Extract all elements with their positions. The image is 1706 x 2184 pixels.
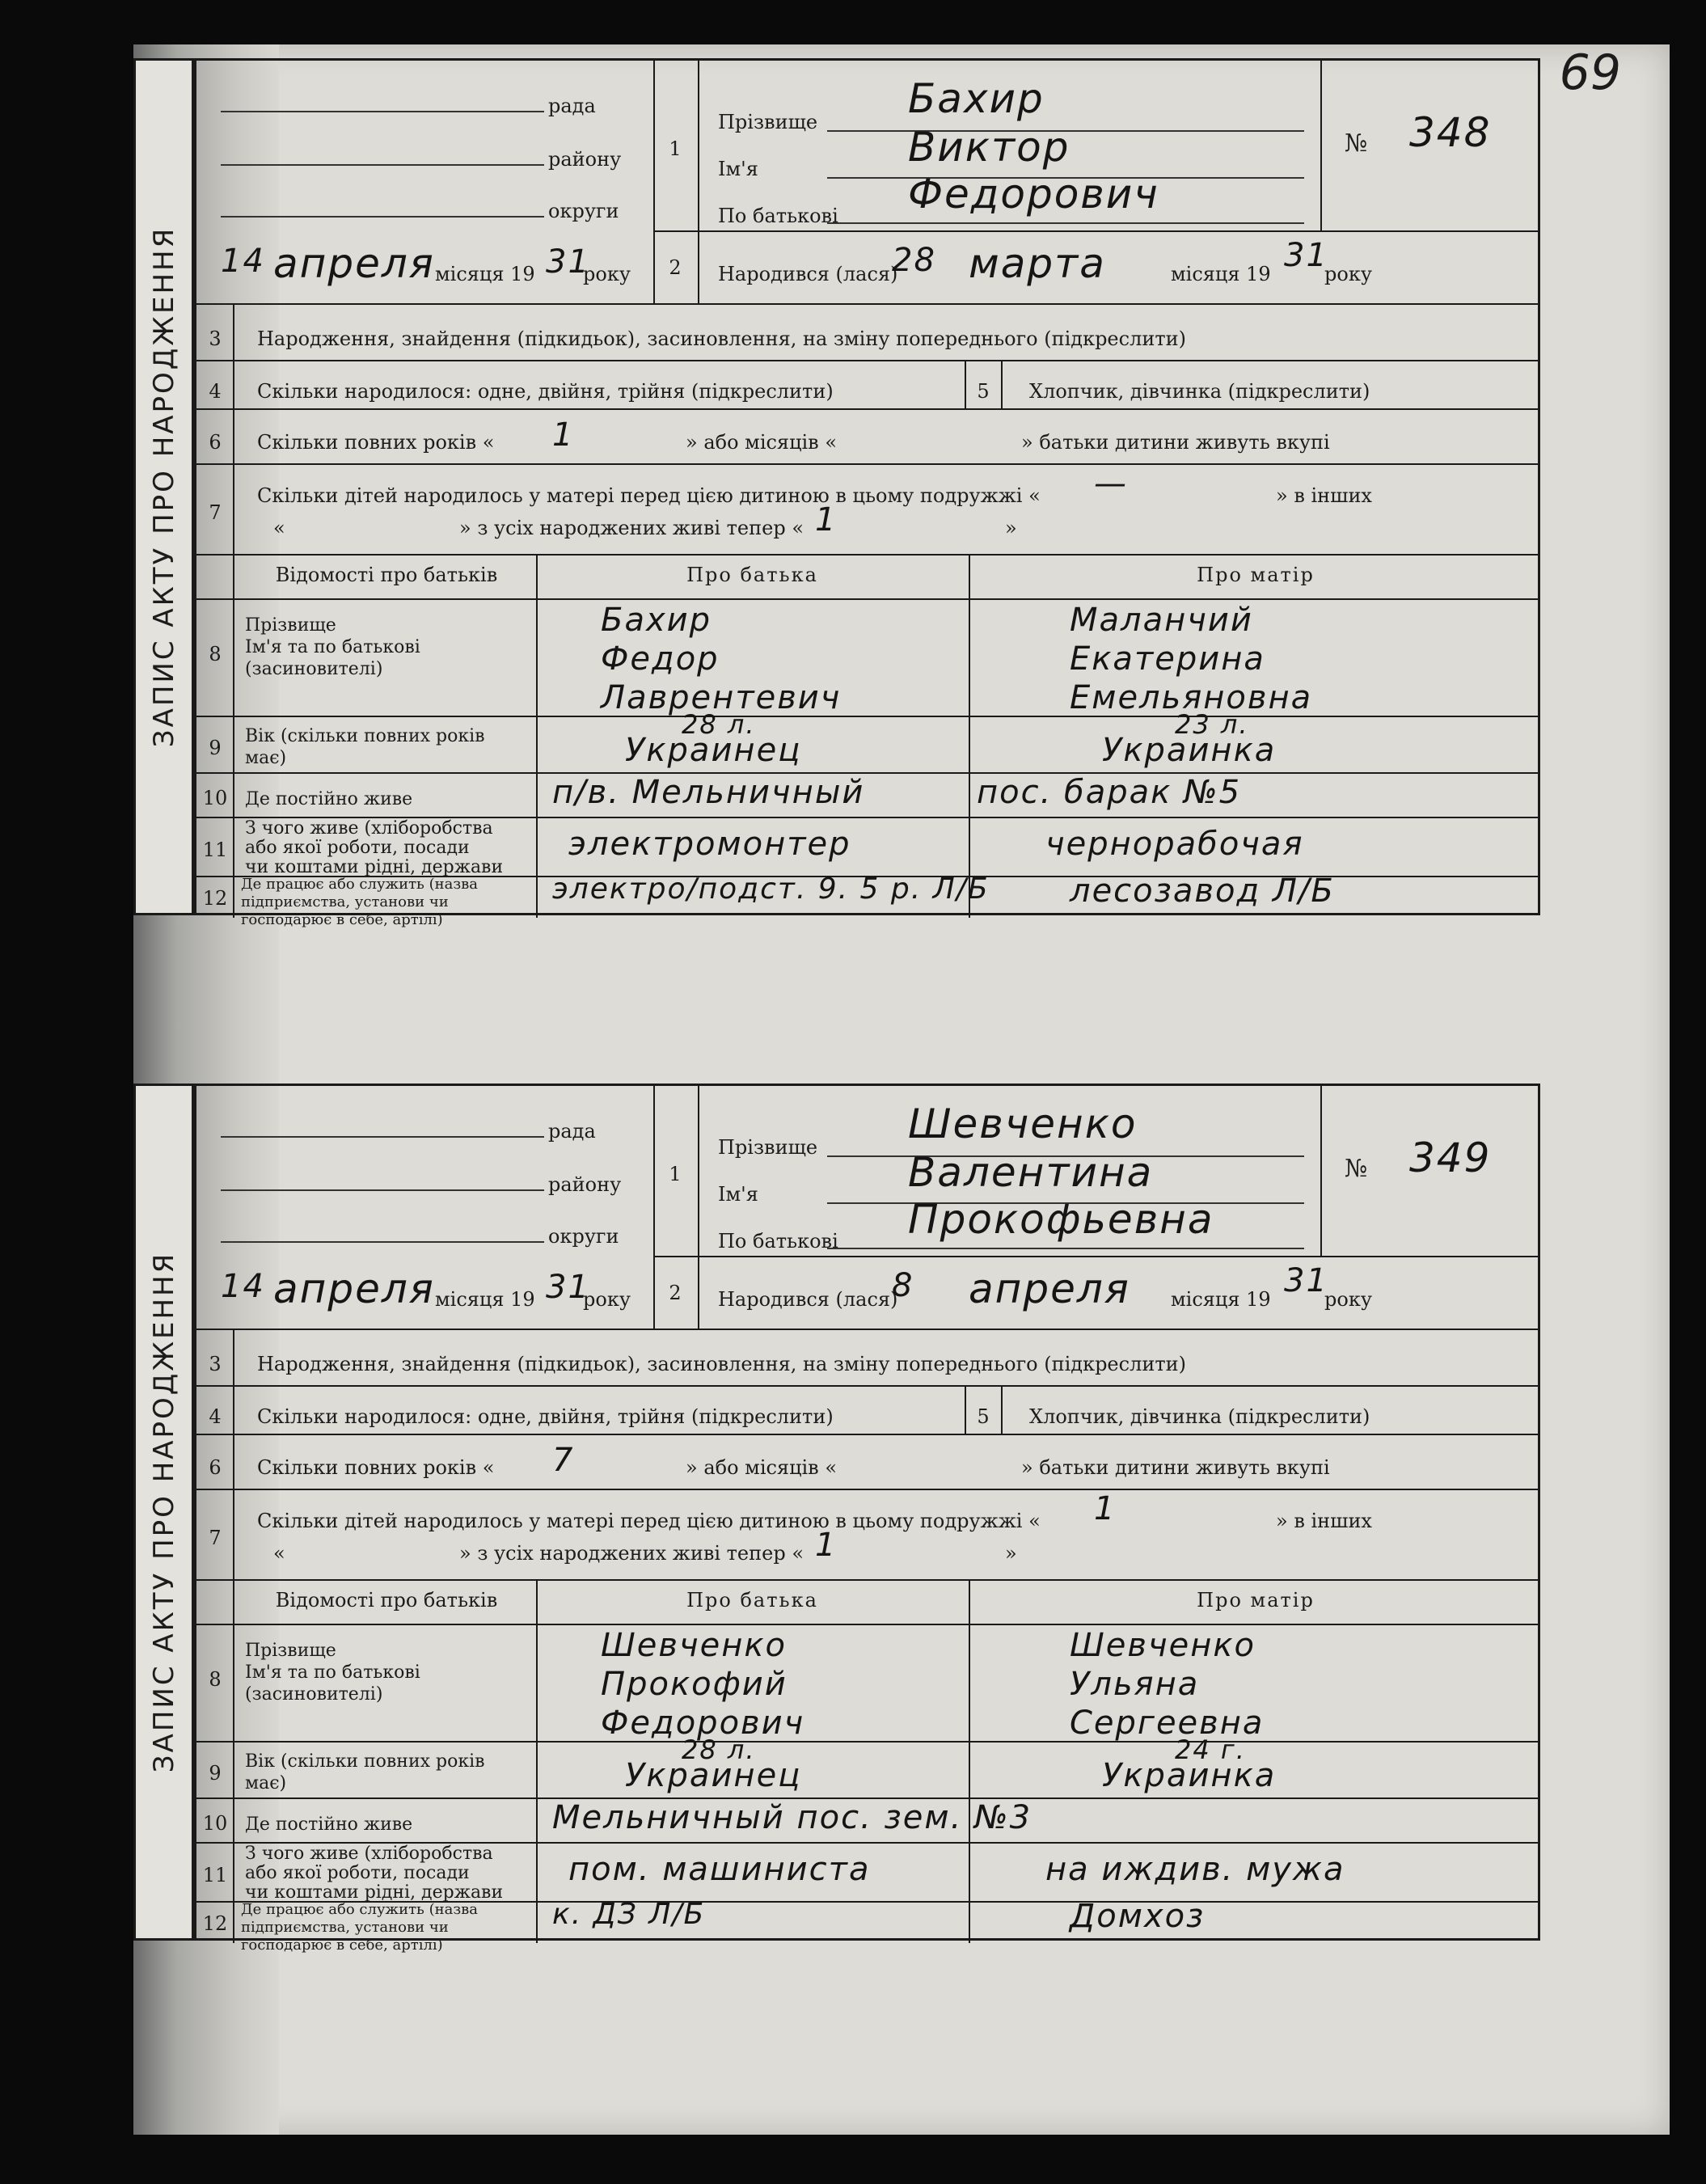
child-surname: Шевченко (908, 1100, 1138, 1147)
father-age: 28 л. (682, 1734, 756, 1765)
years-together: 1 (552, 416, 575, 454)
row12-label: Де працює або служить (назва підприємства, установи чи господарює в себе, артілі) (241, 1901, 479, 1954)
row12-label: Де працює або служить (назва підприємства, установи чи господарює в себе, артілі) (241, 876, 479, 928)
okrug-label: округи (548, 1225, 619, 1248)
mother-workplace: Домхоз (1070, 1898, 1206, 1935)
page-number: 69 (1559, 44, 1621, 101)
father-age: 28 л. (682, 709, 756, 740)
row9-label: Вік (скільки повних років має) (245, 726, 485, 768)
reg-year-suffix: року (583, 263, 631, 285)
surname-label: Прізвище (718, 1136, 818, 1159)
father-name: Шевченко Прокофий Федорович (601, 1627, 805, 1742)
mother-nationality: Украинка (1102, 1757, 1277, 1794)
row6-a: Скільки повних років « (257, 431, 495, 454)
birth-month-label: місяця 19 (1171, 263, 1271, 285)
mother-nationality: Украинка (1102, 732, 1277, 769)
surname-label: Прізвище (718, 111, 818, 133)
child-name: Виктор (908, 124, 1070, 171)
okrug-label: округи (548, 200, 619, 222)
reg-day: 14 (221, 243, 265, 280)
patronymic-label: По батькові (718, 205, 838, 227)
born-label: Народився (лася) (718, 263, 898, 285)
row6-c: » батьки дитини живуть вкупі (1021, 1456, 1330, 1479)
child-patronymic: Федорович (908, 171, 1159, 218)
mother-age: 23 л. (1175, 709, 1249, 740)
birth-year: 31 (1284, 237, 1328, 274)
number-sign: № (1345, 1155, 1368, 1183)
row3-text: Народження, знайдення (підкидьок), засиновлення, на зміну попереднього (підкреслити) (257, 327, 1186, 350)
father-nationality: Украинец (625, 732, 802, 769)
col-mother-header: Про матір (1197, 1589, 1315, 1612)
row7-a: Скільки дітей народилось у матері перед цією дитиною в цьому подружжі « (257, 1510, 1041, 1532)
row7-b: » в інших (1276, 1510, 1372, 1532)
father-occupation: электромонтер (568, 826, 851, 863)
child-name: Валентина (908, 1149, 1154, 1196)
row7-d: » з усіх народжених живі тепер « (459, 1542, 804, 1565)
rayon-label: району (548, 148, 622, 171)
birth-year-suffix: року (1324, 1288, 1372, 1311)
birth-year-suffix: року (1324, 263, 1372, 285)
birth-year: 31 (1284, 1262, 1328, 1299)
reg-year: 31 (546, 1269, 590, 1306)
side-title-box (133, 58, 194, 915)
rayon-label: району (548, 1173, 622, 1196)
father-occupation: пом. машиниста (568, 1851, 871, 1888)
father-workplace: электро/подст. 9. 5 р. Л/Б (552, 872, 990, 906)
mother-residence: пос. барак №5 (977, 774, 1242, 811)
row10-label: Де постійно живе (245, 1814, 413, 1835)
row9-label: Вік (скільки повних років має) (245, 1751, 485, 1793)
row7-c: « (273, 517, 285, 539)
birth-day: 8 (892, 1267, 914, 1304)
reg-month-label: місяця 19 (435, 263, 535, 285)
record-number: 348 (1409, 109, 1492, 156)
reg-year: 31 (546, 243, 590, 281)
name-label: Ім'я (718, 158, 758, 180)
reg-day: 14 (221, 1268, 265, 1305)
row7-e: » (1005, 517, 1017, 539)
side-title-box (133, 1084, 194, 1941)
row7-c: « (273, 1542, 285, 1565)
row3-text: Народження, знайдення (підкидьок), засиновлення, на зміну попереднього (підкреслити) (257, 1353, 1186, 1375)
mother-age: 24 г. (1175, 1734, 1246, 1765)
side-title: ЗАПИС АКТУ ПРО НАРОДЖЕННЯ (147, 226, 180, 748)
reg-month: апреля (273, 240, 435, 287)
rada-label: рада (548, 1120, 596, 1143)
mother-name: Шевченко Ульяна Сергеевна (1070, 1627, 1265, 1742)
birth-day: 28 (892, 242, 936, 279)
col-info-header: Відомості про батьків (275, 1589, 498, 1612)
record-number: 349 (1409, 1134, 1492, 1181)
row7-b: » в інших (1276, 484, 1372, 507)
father-residence: Мельничный пос. зем. №3 (552, 1799, 1032, 1836)
born-label: Народився (лася) (718, 1288, 898, 1311)
record-table: рада району округи 14 апреля місяця 19 31 року 1 2 Прізвище Шевченко Ім'я Валентина По батькові Прокофьевна Народився (лася) 8 апреля місяця 19 31 року № 349 3 Народження, знайдення (підкидьок), засиновлення, на зміну попереднього (підкреслити) 4 Скільки народилося: одне, двійня, трійня (підкреслити) 5 Хлопчик, дівчинка (підкреслити) 6 Скільки повних років « 7 » або місяців « » батьки дитини живуть вкупі 7 Скільки дітей народилось у матері перед цією дитиною в цьому подружжі « 1 » в інших « » з усіх народжених живі тепер « 1 » Відомості про батьків Про батька Про матір 8 Прізвище Ім'я та по батькові (засиновителі) Шевченко Прокофий Федорович Шевченко Ульяна Сергеевна 9 Вік (скільки повних років має) 28 л. Украинец 24 г. Украинка 10 Де постійно живе Мельничный пос. зем. №3 11 З чого живе (хліборобства або якої роботи, посади чи коштами рідні, держави пом. машиниста на иждив. мужа 12 Де працює або служить (назва підприємства, установи чи господарює в себе, артілі) к. ДЗ Л/Б Домхоз (194, 1084, 1540, 1941)
row5-text: Хлопчик, дівчинка (підкреслити) (1029, 1405, 1370, 1428)
children-before: 1 (1094, 1490, 1117, 1527)
record-table: рада району округи 14 апреля місяця 19 31 року 1 2 Прізвище Бахир Ім'я Виктор По батькові Федорович Народився (лася) 28 марта місяця 19 31 року № 348 3 Народження, знайдення (підкидьок), засиновлення, на зміну попереднього (підкреслити) 4 Скільки народилося: одне, двійня, трійня (підкреслити) 5 Хлопчик, дівчинка (підкреслити) 6 Скільки повних років « 1 » або місяців « » батьки дитини живуть вкупі 7 Скільки дітей народилось у матері перед цією дитиною в цьому подружжі « — » в інших « » з усіх народжених живі тепер « 1 » Відомості про батьків Про батька Про матір 8 Прізвище Ім'я та по батькові (засиновителі) Бахир Федор Лаврентевич Маланчий Екатерина Емельяновна 9 Вік (скільки повних років має) 28 л. Украинец 23 л. Украинка 10 Де постійно живе п/в. Мельничный пос. барак №5 11 З чого живе (хліборобства або якої роботи, посади чи коштами рідні, держави электромонтер чернорабочая 12 Де працює або служить (назва підприємства, установи чи господарює в себе, артілі) электро/подст. 9. 5 р. Л/Б лесозавод Л/Б (194, 58, 1540, 915)
col-info-header: Відомості про батьків (275, 564, 498, 586)
row7-a: Скільки дітей народилось у матері перед цією дитиною в цьому подружжі « (257, 484, 1041, 507)
col-mother-header: Про матір (1197, 564, 1315, 586)
children-alive: 1 (815, 1527, 838, 1564)
row6-b: » або місяців « (686, 1456, 838, 1479)
row6-c: » батьки дитини живуть вкупі (1021, 431, 1330, 454)
children-before: — (1094, 465, 1128, 502)
father-workplace: к. ДЗ Л/Б (552, 1898, 706, 1931)
col-father-header: Про батька (686, 564, 818, 586)
birth-record-1 (133, 58, 1540, 928)
years-together: 7 (552, 1442, 575, 1479)
father-residence: п/в. Мельничный (552, 774, 865, 811)
mother-occupation: чернорабочая (1045, 826, 1304, 863)
birth-month: апреля (969, 1265, 1130, 1312)
mother-occupation: на иждив. мужа (1045, 1851, 1345, 1888)
child-surname: Бахир (908, 75, 1045, 122)
row10-label: Де постійно живе (245, 789, 413, 809)
father-name: Бахир Федор Лаврентевич (601, 602, 842, 716)
side-title: ЗАПИС АКТУ ПРО НАРОДЖЕННЯ (147, 1251, 180, 1773)
row6-b: » або місяців « (686, 431, 838, 454)
reg-month: апреля (273, 1265, 435, 1312)
child-patronymic: Прокофьевна (908, 1196, 1214, 1243)
row4-text: Скільки народилося: одне, двійня, трійня (підкреслити) (257, 1405, 834, 1428)
row8-label: Прізвище Ім'я та по батькові (засиновителі) (245, 615, 420, 679)
rada-label: рада (548, 95, 596, 117)
reg-month-label: місяця 19 (435, 1288, 535, 1311)
patronymic-label: По батькові (718, 1230, 838, 1253)
row4-text: Скільки народилося: одне, двійня, трійня (підкреслити) (257, 380, 834, 403)
row7-e: » (1005, 1542, 1017, 1565)
row5-text: Хлопчик, дівчинка (підкреслити) (1029, 380, 1370, 403)
row11-label: З чого живе (хліборобства або якої роботи, посади чи коштами рідні, держави (245, 1844, 504, 1903)
col-father-header: Про батька (686, 1589, 818, 1612)
birth-month: марта (969, 240, 1106, 287)
reg-year-suffix: року (583, 1288, 631, 1311)
birth-month-label: місяця 19 (1171, 1288, 1271, 1311)
row6-a: Скільки повних років « (257, 1456, 495, 1479)
row8-label: Прізвище Ім'я та по батькові (засиновителі) (245, 1641, 420, 1705)
mother-name: Маланчий Екатерина Емельяновна (1070, 602, 1313, 716)
name-label: Ім'я (718, 1183, 758, 1206)
row7-d: » з усіх народжених живі тепер « (459, 517, 804, 539)
father-nationality: Украинец (625, 1757, 802, 1794)
birth-record-2 (133, 1084, 1540, 1954)
mother-workplace: лесозавод Л/Б (1070, 872, 1335, 910)
number-sign: № (1345, 129, 1368, 158)
children-alive: 1 (815, 501, 838, 539)
row11-label: З чого живе (хліборобства або якої роботи, посади чи коштами рідні, держави (245, 818, 504, 877)
